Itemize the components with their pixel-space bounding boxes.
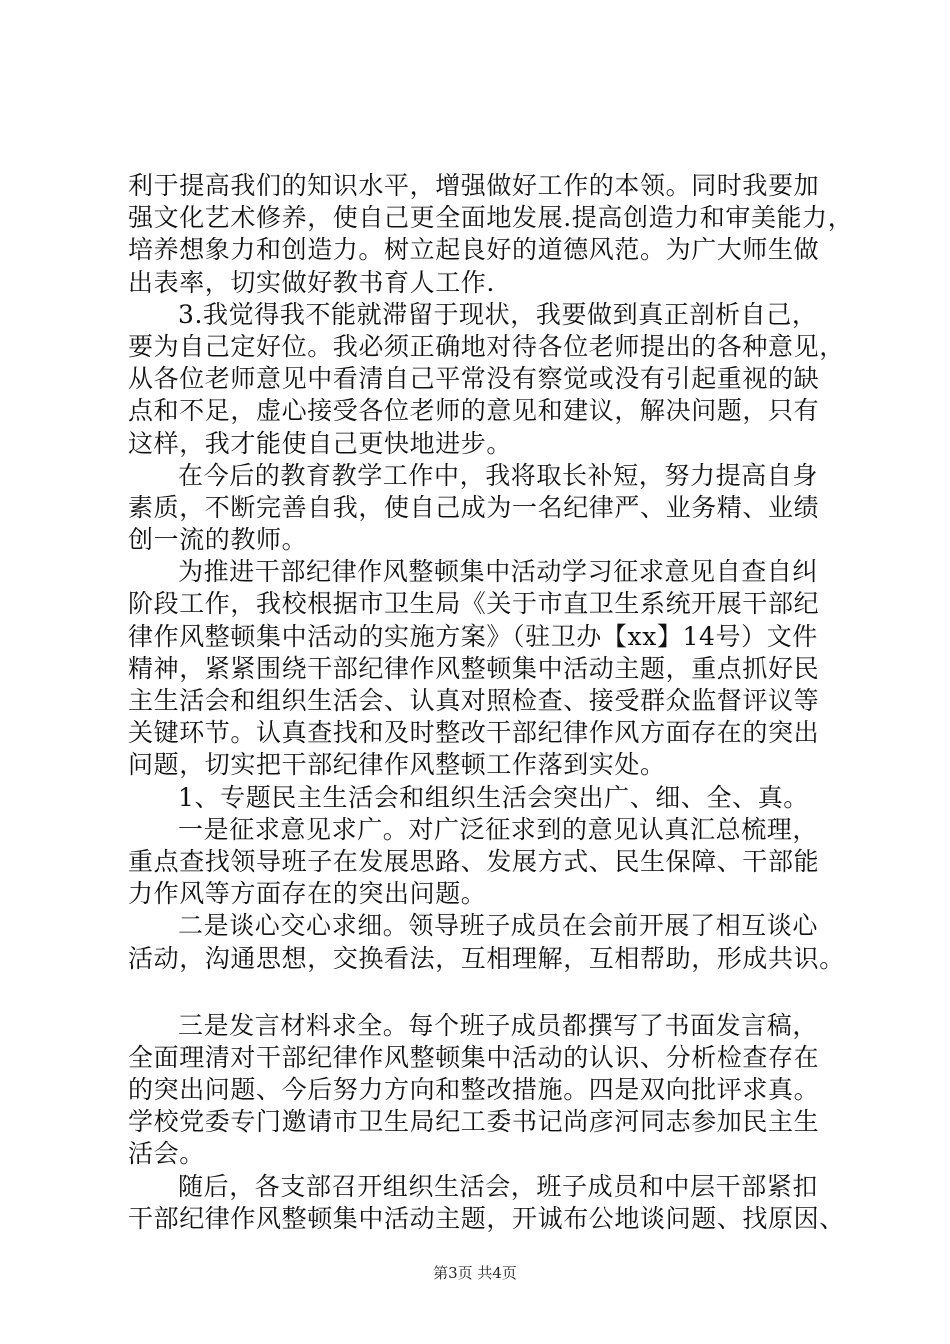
text-line: 培养想象力和创造力。树立起良好的道德风范。为广大师生做 [128, 235, 820, 265]
text-line: 出表率，切实做好教书育人工作. [128, 267, 495, 297]
text-line: 三是发言材料求全。每个班子成员都撰写了书面发言稿， [178, 1010, 819, 1040]
document-body [128, 170, 854, 1235]
text-line: 利于提高我们的知识水平，增强做好工作的本领。同时我要加 [128, 171, 820, 200]
blank-line [128, 975, 850, 1010]
text-line: 活动，沟通思想，交换看法，互相理解，互相帮助，形成共识。 [128, 943, 845, 973]
text-line: 二是谈心交心求细。领导班子成员在会前开展了相互谈心 [178, 911, 819, 941]
text-line: 重点查找领导班子在发展思路、发展方式、民生保障、干部能 [128, 846, 820, 876]
text-line: 为推进干部纪律作风整顿集中活动学习征求意见自查自纠 [178, 557, 819, 587]
text-line: 1、专题民主生活会和组织生活会突出广、细、全、真。 [178, 782, 809, 812]
text-line: 干部纪律作风整顿集中活动主题，开诚布公地谈问题、找原因、 [128, 1203, 845, 1233]
text-line: 问题，切实把干部纪律作风整顿工作落到实处。 [128, 750, 666, 780]
text-line: 素质，不断完善自我，使自己成为一名纪律严、业务精、业绩 [128, 492, 820, 522]
text-line: 律作风整顿集中活动的实施方案》（驻卫办【xx】14号）文件 [128, 621, 818, 651]
text-line: 精神，紧紧围绕干部纪律作风整顿集中活动主题，重点抓好民 [128, 653, 820, 683]
text-line: 一是征求意见求广。对广泛征求到的意见认真汇总梳理， [178, 814, 819, 844]
text-line: 3.我觉得我不能就滞留于现状，我要做到真正剖析自己， [178, 299, 818, 329]
text-line: 要为自己定好位。我必须正确地对待各位老师提出的各种意见， [128, 331, 845, 361]
text-line: 力作风等方面存在的突出问题。 [128, 879, 487, 909]
text-line: 学校党委专门邀请市卫生局纪工委书记尚彦河同志参加民主生 [128, 1107, 820, 1137]
text-line: 点和不足，虚心接受各位老师的意见和建议，解决问题，只有 [128, 396, 820, 426]
text-line: 创一流的教师。 [128, 525, 308, 555]
page-footer: 第3页 共4页 [433, 1264, 517, 1282]
text-line: 阶段工作，我校根据市卫生局《关于市直卫生系统开展干部纪 [128, 589, 820, 619]
text-line: 这样，我才能使自己更快地进步。 [128, 428, 513, 458]
text-line: 全面理清对干部纪律作风整顿集中活动的认识、分析检查存在 [128, 1042, 820, 1072]
text-line: 主生活会和组织生活会、认真对照检查、接受群众监督评议等 [128, 686, 820, 715]
text-line: 强文化艺术修养，使自己更全面地发展.提高创造力和审美能力， [128, 203, 854, 233]
text-line: 关键环节。认真查找和及时整改干部纪律作风方面存在的突出 [128, 718, 820, 748]
text-line: 活会。 [128, 1139, 205, 1169]
text-line: 在今后的教育教学工作中，我将取长补短，努力提高自身 [178, 460, 819, 490]
text-line: 随后，各支部召开组织生活会，班子成员和中层干部紧扣 [178, 1171, 819, 1201]
text-line: 从各位老师意见中看清自己平常没有察觉或没有引起重视的缺 [128, 364, 820, 394]
text-line: 的突出问题、今后努力方向和整改措施。四是双向批评求真。 [128, 1075, 820, 1105]
